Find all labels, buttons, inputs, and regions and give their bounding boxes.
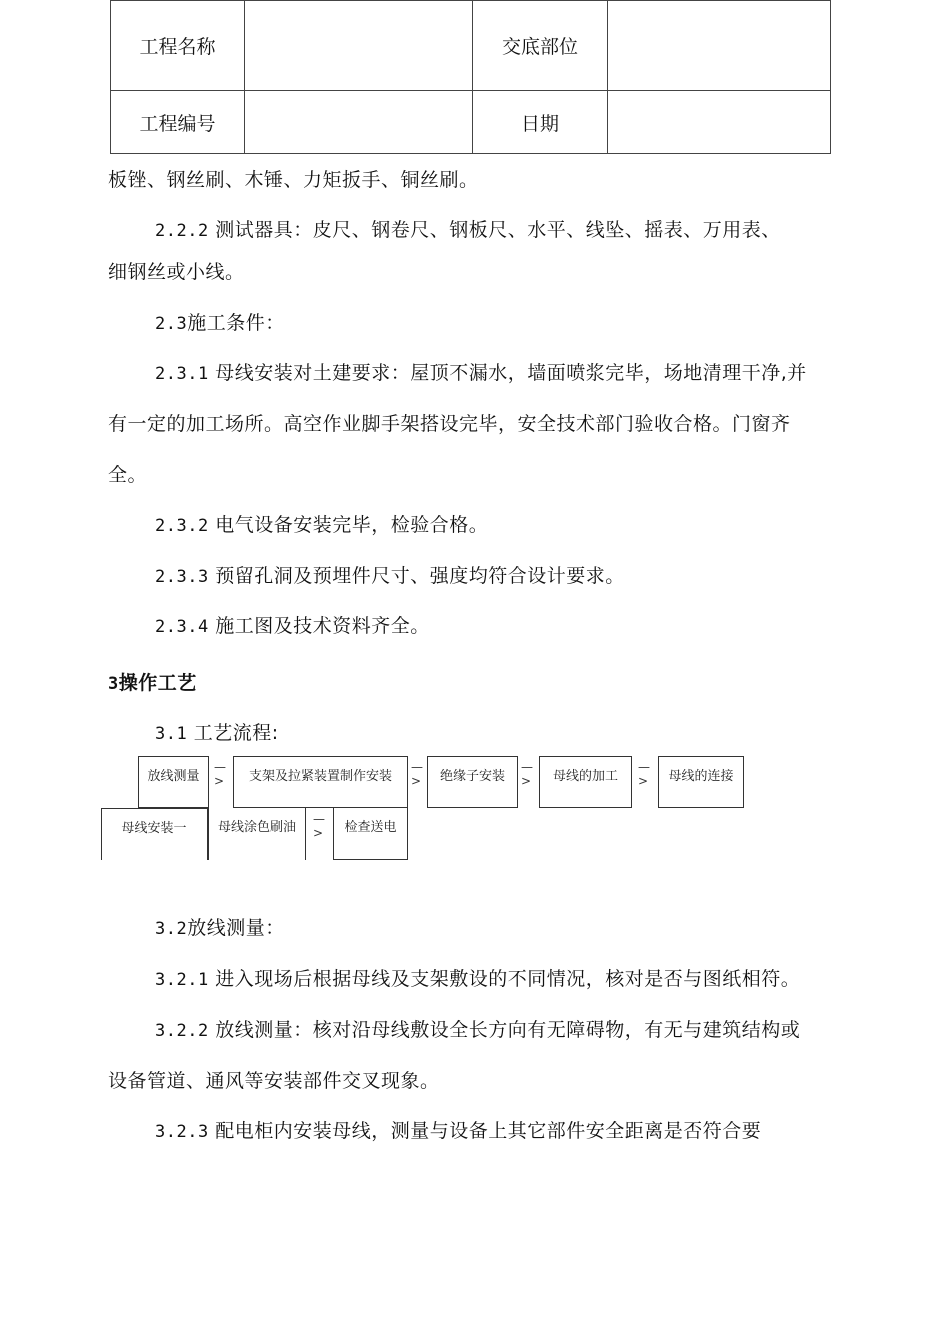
paragraph-2-3 — [155, 308, 285, 335]
section-heading-3 — [108, 668, 197, 695]
project-name-label: 工程名称 — [111, 1, 245, 91]
handover-part-value — [608, 1, 831, 91]
paragraph-2-3-1-cont1: 有一定的加工场所。高空作业脚手架搭设完毕，安全技术部门验收合格。门窗齐 — [108, 413, 791, 435]
flow-step-5: 母线的连接 — [658, 756, 744, 808]
paragraph-2-3-3 — [155, 561, 625, 588]
paragraph-text: 电气设备安装完毕，检验合格。 — [215, 514, 489, 536]
section-number: 3 — [108, 674, 119, 694]
paragraph-3-2-2-cont: 设备管道、通风等安装部件交叉现象。 — [108, 1070, 440, 1092]
paragraph-3-1 — [155, 718, 279, 745]
section-number: 3.2.2 — [155, 1021, 209, 1041]
flow-step-6: 母线安装一 — [101, 808, 208, 860]
paragraph-text: 母线安装对土建要求：屋顶不漏水，墙面喷浆完毕，场地清理干净,并 — [215, 362, 807, 384]
section-number: 3.2 — [155, 919, 188, 939]
paragraph-2-3-4 — [155, 611, 430, 638]
paragraph-text: 预留孔洞及预埋件尺寸、强度均符合设计要求。 — [215, 565, 625, 587]
paragraph-text: 工艺流程: — [193, 722, 279, 744]
paragraph-text: 配电柜内安装母线，测量与设备上其它部件安全距离是否符合要 — [215, 1120, 762, 1142]
paragraph-3-2-3 — [155, 1116, 761, 1143]
section-number: 2.3.1 — [155, 364, 209, 384]
paragraph-text: 施工条件： — [187, 312, 285, 334]
section-number: 3.1 — [155, 724, 188, 744]
flow-arrow-icon: — > — [638, 760, 650, 788]
date-label: 日期 — [473, 91, 608, 154]
flow-step-2: 支架及拉紧装置制作安装 — [233, 756, 408, 808]
paragraph-text: 测试器具：皮尺、钢卷尺、钢板尺、水平、线坠、摇表、万用表、 — [215, 219, 781, 241]
section-number: 3.2.1 — [155, 970, 209, 990]
project-number-label: 工程编号 — [111, 91, 245, 154]
paragraph-3-2 — [155, 913, 285, 940]
flow-step-8: 检查送电 — [333, 808, 408, 860]
section-number: 2.3.3 — [155, 567, 209, 587]
paragraph-2-2-2 — [155, 215, 781, 242]
paragraph-2-3-2 — [155, 510, 488, 537]
section-number: 2.3.2 — [155, 516, 209, 536]
project-name-value — [245, 1, 473, 91]
date-value — [608, 91, 831, 154]
header-row — [111, 1, 831, 91]
project-number-value — [245, 91, 473, 154]
paragraph-3-2-2 — [155, 1015, 800, 1042]
flow-arrow-icon: — > — [411, 760, 423, 788]
paragraph-3-2-1 — [155, 964, 800, 991]
section-number: 2.2.2 — [155, 221, 209, 241]
flow-step-1: 放线测量 — [138, 756, 209, 808]
paragraph-2-3-1-cont2: 全。 — [108, 464, 148, 486]
flow-step-7: 母线涂色刷油 — [208, 808, 306, 860]
section-number: 3.2.3 — [155, 1122, 209, 1142]
paragraph-text: 进入现场后根据母线及支架敷设的不同情况，核对是否与图纸相符。 — [215, 968, 801, 990]
section-number: 2.3 — [155, 314, 188, 334]
handover-part-label: 交底部位 — [473, 1, 608, 91]
paragraph-text: 放线测量：核对沿母线敷设全长方向有无障碍物，有无与建筑结构或 — [215, 1019, 801, 1041]
flow-step-3: 绝缘子安装 — [427, 756, 518, 808]
flow-arrow-icon: — > — [214, 760, 226, 788]
paragraph-text: 放线测量： — [187, 917, 285, 939]
flow-arrow-icon: — > — [313, 812, 325, 840]
paragraph-2-2-2-cont: 细钢丝或小线。 — [108, 261, 245, 283]
header-row — [111, 91, 831, 154]
header-table — [110, 0, 831, 154]
flow-arrow-icon: — > — [521, 760, 533, 788]
flow-step-4: 母线的加工 — [539, 756, 632, 808]
section-number: 2.3.4 — [155, 617, 209, 637]
heading-text: 操作工艺 — [118, 672, 197, 694]
paragraph-2-3-1 — [155, 358, 807, 385]
paragraph-text: 施工图及技术资料齐全。 — [215, 615, 430, 637]
paragraph-tools-cont: 板锉、钢丝刷、木锤、力矩扳手、铜丝刷。 — [108, 169, 479, 191]
